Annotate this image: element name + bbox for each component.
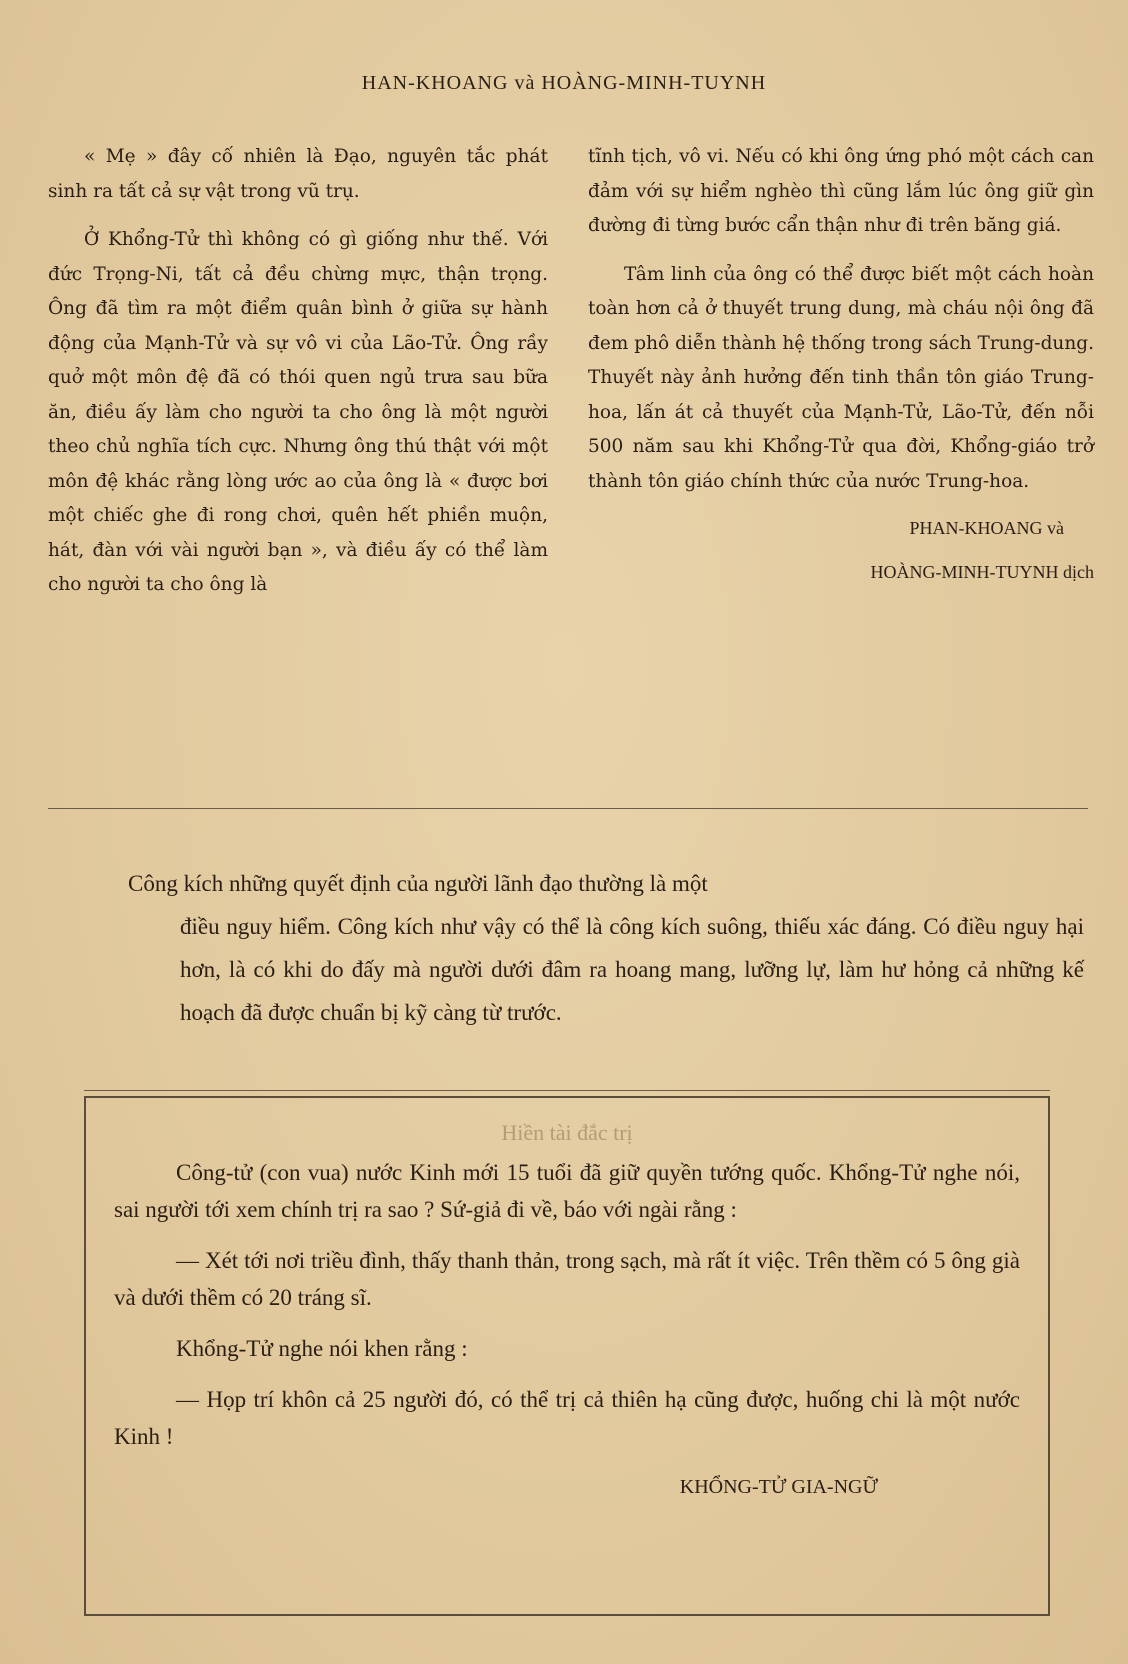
left-paragraph-1: « Mẹ » đây cố nhiên là Đạo, nguyên tắc phát sinh ra tất cả sự vật trong vũ trụ. bbox=[48, 146, 548, 202]
box-paragraph-1: Công-tử (con vua) nước Kinh mới 15 tuổi đã giữ quyền tướng quốc. Khổng-Tử nghe nói, sai người tới xem chính trị ra sao ? Sứ-giả đi về, báo với ngài rằng : bbox=[114, 1160, 1020, 1222]
right-paragraph-1: tĩnh tịch, vô vi. Nếu có khi ông ứng phó một cách can đảm với sự hiểm nghèo thì cũng lắm lúc ông giữ gìn đường đi từng bước cẩn thận như đi trên băng giá. bbox=[588, 146, 1094, 236]
box-paragraph-2: — Xét tới nơi triều đình, thấy thanh thản, trong sạch, mà rất ít việc. Trên thềm có 5 ông già và dưới thềm có 20 tráng sĩ. bbox=[114, 1248, 1020, 1310]
box-paragraph-3: Khổng-Tử nghe nói khen rằng : bbox=[176, 1336, 468, 1361]
box-title: Hiền tài đắc trị bbox=[501, 1120, 633, 1145]
quote-line-1: Công kích những quyết định của người lãnh đạo thường là một bbox=[128, 871, 708, 896]
quote-rest: điều nguy hiểm. Công kích như vậy có thể là công kích suông, thiếu xác đáng. Có điều nguy hại hơn, là có khi do đấy mà người dưới đâm ra hoang mang, lưỡng lự, làm hư hỏng cả những kế hoạch đã được chuẩn bị kỹ càng từ trước. bbox=[180, 914, 1084, 1025]
box-source: KHỔNG-TỬ GIA-NGỮ bbox=[679, 1476, 878, 1498]
box-paragraph-4: — Họp trí khôn cả 25 người đó, có thể trị cả thiên hạ cũng được, huống chi là một nước Kinh ! bbox=[114, 1387, 1020, 1449]
quote-block bbox=[128, 862, 1084, 1034]
translator-line-1: PHAN-KHOANG và bbox=[909, 518, 1064, 538]
left-paragraph-2: Ở Khổng-Tử thì không có gì giống như thế. Với đức Trọng-Ni, tất cả đều chừng mực, thận trọng. Ông đã tìm ra một điểm quân bình ở giữa sự hành động của Mạnh-Tử và sự vô vi của Lão-Tử. Ông rầy quở một môn đệ đã có thói quen ngủ trưa sau bữa ăn, điều ấy làm cho người ta cho ông là một người theo chủ nghĩa tích cực. Nhưng ông thú thật với một môn đệ khác rằng lòng ước ao của ông là « được bơi một chiếc ghe đi rong chơi, quên hết phiền muộn, hát, đàn với vài người bạn », và điều ấy có thể làm cho người ta cho ông là bbox=[48, 229, 548, 595]
running-head: HAN-KHOANG và HOÀNG-MINH-TUYNH bbox=[361, 72, 767, 94]
right-column bbox=[588, 140, 1094, 601]
left-column bbox=[48, 140, 548, 617]
box-top-rule bbox=[84, 1090, 1050, 1091]
article-columns bbox=[48, 140, 1094, 790]
anecdote-box bbox=[84, 1096, 1050, 1616]
translator-line-2: HOÀNG-MINH-TUYNH dịch bbox=[870, 562, 1094, 582]
section-divider bbox=[48, 808, 1088, 809]
right-paragraph-2: Tâm linh của ông có thể được biết một cách hoàn toàn hơn cả ở thuyết trung dung, mà cháu nội ông đã đem phô diễn thành hệ thống trong sách Trung-dung. Thuyết này ảnh hưởng đến tinh thần tôn giáo Trung-hoa, lấn át cả thuyết của Mạnh-Tử, Lão-Tử, đến nỗi 500 năm sau khi Khổng-Tử qua đời, Khổng-giáo trở thành tôn giáo chính thức của nước Trung-hoa. bbox=[588, 263, 1094, 492]
